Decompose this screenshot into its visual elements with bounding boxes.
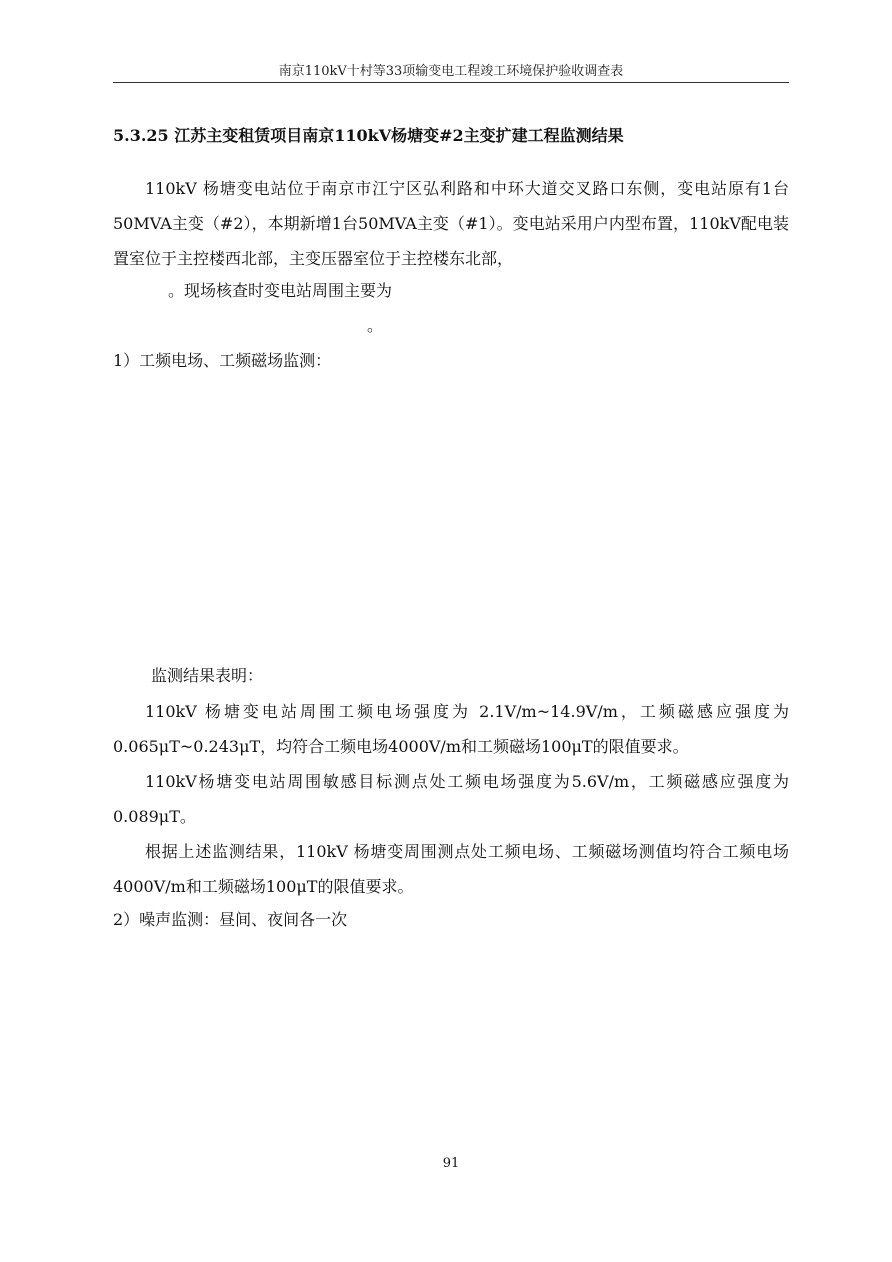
page-header: 南京110kV十村等33项输变电工程竣工环境保护验收调查表 — [278, 64, 624, 79]
intro-end: 。 — [367, 316, 384, 335]
section-heading: 5.3.25 江苏主变租赁项目南京110kV杨塘变#2主变扩建工程监测结果 — [113, 126, 624, 145]
results-label: 监测结果表明： — [151, 666, 264, 685]
page-number: 91 — [442, 1156, 460, 1171]
intro-paragraph: 110kV 杨塘变电站位于南京市江宁区弘利路和中环大道交叉路口东侧，变电站原有1台50MVA主变（#2），本期新增1台50MVA主变（#1）。变电站采用户内型布置，110kV配电装置室位于主控楼西北部，主变压器室位于主控楼东北部， — [113, 179, 789, 268]
conclusion-paragraph: 根据上述监测结果，110kV 杨塘变周围测点处工频电场、工频磁场测值均符合工频电场4000V/m和工频磁场100μT的限值要求。 — [113, 842, 789, 896]
result-paragraph-1: 110kV 杨塘变电站周围工频电场强度为 2.1V/m~14.9V/m，工频磁感应强度为0.065μT~0.243μT，均符合工频电场4000V/m和工频磁场100μT的限值要求。 — [113, 702, 789, 756]
noise-heading: 2）噪声监测：昼间、夜间各一次 — [113, 910, 348, 929]
intro-continued: 。现场核查时变电站周围主要为 — [168, 281, 393, 300]
efield-heading: 1）工频电场、工频磁场监测： — [113, 351, 332, 370]
header-divider — [113, 82, 789, 83]
result-paragraph-2: 110kV杨塘变电站周围敏感目标测点处工频电场强度为5.6V/m，工频磁感应强度为0.089μT。 — [113, 772, 789, 826]
